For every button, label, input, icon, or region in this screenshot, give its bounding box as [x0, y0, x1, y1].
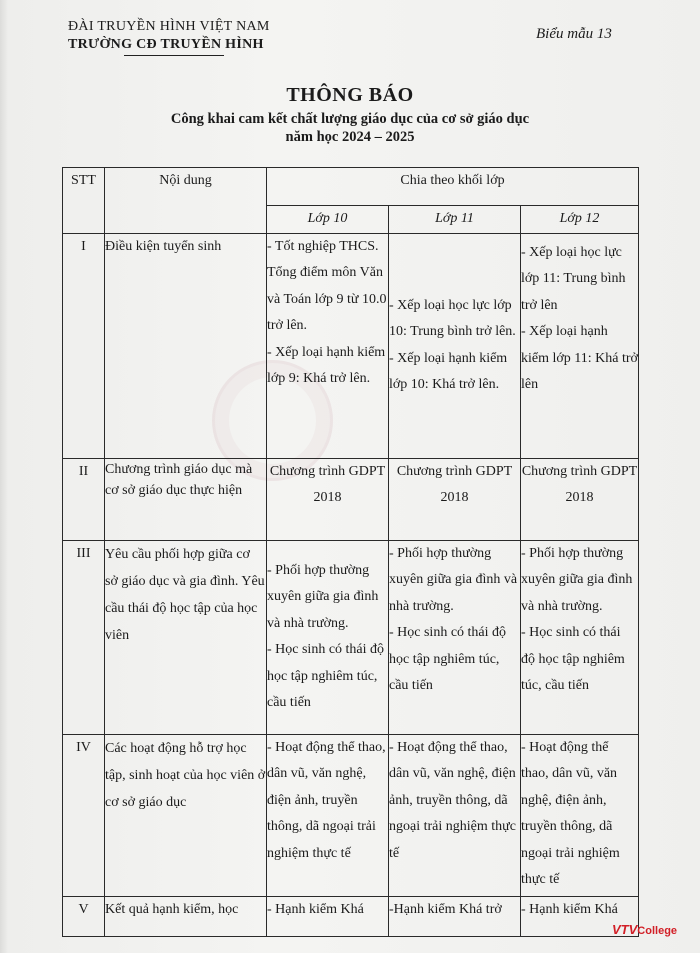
document-subtitle: Công khai cam kết chất lượng giáo dục của cơ sở giáo dục	[170, 111, 530, 127]
school-name-text: TRƯỜNG CĐ TRUYỀN HÌNH	[68, 37, 264, 52]
school-name-underline	[124, 55, 224, 56]
row-content: Chương trình giáo dục mà cơ sở giáo dục thực hiện	[105, 458, 267, 540]
cell-paragraph: - Phối hợp thường xuyên giữa gia đình và nhà trường.	[389, 545, 518, 614]
table-row	[63, 458, 639, 540]
org-name: ĐÀI TRUYỀN HÌNH VIỆT NAM	[68, 19, 270, 34]
document-title: THÔNG BÁO	[286, 84, 414, 106]
school-name	[68, 36, 270, 56]
cell-grade10	[267, 233, 389, 458]
organization-header	[68, 18, 270, 56]
col-header-content: Nội dung	[105, 168, 267, 234]
cell-grade12: - Hoạt động thể thao, dân vũ, văn nghệ, điện ảnh, truyền thông, dã ngoại trải nghiệm thực tế	[521, 734, 639, 896]
row-stt: II	[63, 458, 105, 540]
cell-grade12	[521, 540, 639, 734]
cell-paragraph: - Xếp loại hạnh kiểm lớp 9: Khá trở lên.	[267, 344, 386, 386]
col-header-grade10: Lớp 10	[267, 206, 389, 234]
table-header-row	[63, 168, 639, 206]
cell-grade12	[521, 233, 639, 458]
logo-brand: VTV	[612, 922, 638, 937]
logo-suffix: College	[637, 925, 678, 937]
cell-paragraph: - Phối hợp thường xuyên giữa gia đình và nhà trường.	[521, 545, 633, 614]
cell-paragraph: - Xếp loại học lực lớp 10: Trung bình trở lên.	[389, 297, 516, 339]
cell-paragraph: - Học sinh có thái độ học tập nghiêm túc, cầu tiến	[389, 625, 507, 693]
col-header-grade11: Lớp 11	[389, 206, 521, 234]
cell-paragraph: - Phối hợp thường xuyên giữa gia đình và nhà trường.	[267, 562, 379, 631]
row-content: Các hoạt động hỗ trợ học tập, sinh hoạt của học viên ở cơ sở giáo dục	[105, 734, 267, 896]
row-stt: V	[63, 896, 105, 936]
table-row	[63, 540, 639, 734]
row-stt: III	[63, 540, 105, 734]
cell-paragraph: - Học sinh có thái độ học tập nghiêm túc, cầu tiến	[521, 625, 625, 693]
cell-paragraph: - Xếp loại hạnh kiểm lớp 10: Khá trở lên.	[389, 350, 508, 392]
cell-grade12: - Hạnh kiểm Khá	[521, 896, 639, 936]
vtv-college-logo	[612, 922, 677, 937]
cell-grade11	[389, 540, 521, 734]
cell-paragraph: - Học sinh có thái độ học tập nghiêm túc, cầu tiến	[267, 642, 385, 710]
cell-grade11	[389, 233, 521, 458]
col-header-grade12: Lớp 12	[521, 206, 639, 234]
table-row	[63, 734, 639, 896]
commitment-table	[62, 167, 639, 937]
row-content: Yêu cầu phối hợp giữa cơ sở giáo dục và gia đình. Yêu cầu thái độ học tập của học viên	[105, 540, 267, 734]
row-stt: I	[63, 233, 105, 458]
cell-grade10: - Hạnh kiểm Khá	[267, 896, 389, 936]
col-header-grade-group: Chia theo khối lớp	[267, 168, 639, 206]
cell-grade10: - Hoạt động thể thao, dân vũ, văn nghệ, điện ảnh, truyền thông, dã ngoại trải nghiệm thực tế	[267, 734, 389, 896]
cell-grade11: Chương trình GDPT 2018	[389, 458, 521, 540]
document-school-year: năm học 2024 – 2025	[285, 129, 415, 145]
row-stt: IV	[63, 734, 105, 896]
cell-paragraph: - Xếp loại hạnh kiểm lớp 11: Khá trở lên	[521, 324, 638, 392]
cell-paragraph: - Tốt nghiệp THCS. Tổng điểm môn Văn và Toán lớp 9 từ 10.0 trở lên.	[267, 238, 387, 333]
row-content: Kết quả hạnh kiểm, học	[105, 896, 267, 936]
cell-paragraph: - Xếp loại học lực lớp 11: Trung bình trở lên	[521, 244, 626, 313]
cell-grade12: Chương trình GDPT 2018	[521, 458, 639, 540]
form-number: Biểu mẫu 13	[536, 26, 612, 42]
cell-grade11: - Hoạt động thể thao, dân vũ, văn nghệ, điện ảnh, truyền thông, dã ngoại trải nghiệm thực tế	[389, 734, 521, 896]
cell-grade10: Chương trình GDPT 2018	[267, 458, 389, 540]
table-row	[63, 896, 639, 936]
cell-grade10	[267, 540, 389, 734]
col-header-stt: STT	[63, 168, 105, 234]
cell-grade11: -Hạnh kiểm Khá trở	[389, 896, 521, 936]
row-content: Điều kiện tuyển sinh	[105, 233, 267, 458]
table-row	[63, 233, 639, 458]
